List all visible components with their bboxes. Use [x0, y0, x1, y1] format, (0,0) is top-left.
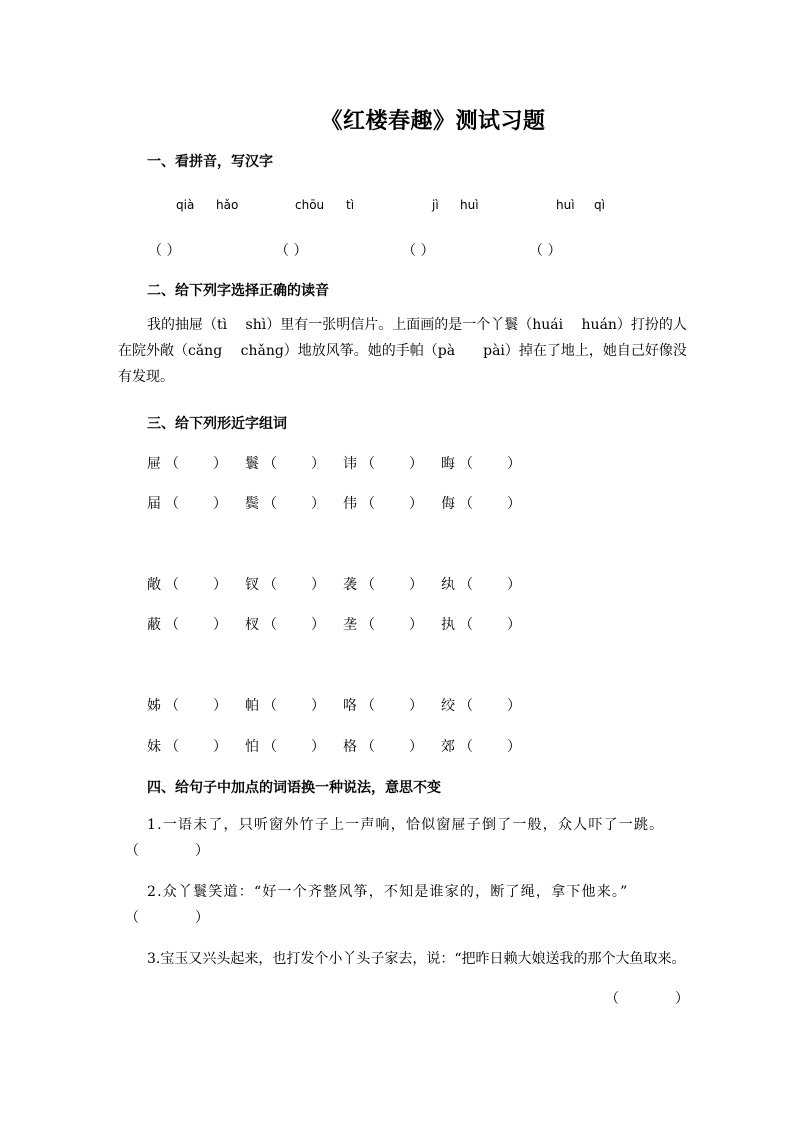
word-char: 杈	[245, 617, 259, 633]
sentence-2-blank[interactable]: （ ）	[125, 910, 209, 926]
pinyin-3a: jì	[432, 198, 439, 212]
word-char: 执	[441, 617, 455, 633]
word-cell	[245, 736, 327, 756]
word-blank[interactable]: （ ）	[165, 577, 229, 593]
word-char: 绞	[441, 698, 455, 714]
word-cell	[147, 493, 229, 513]
word-blank[interactable]: （ ）	[459, 617, 523, 633]
sentence-1-blank[interactable]: （ ）	[125, 843, 209, 859]
word-cell	[441, 493, 523, 513]
word-cell	[441, 736, 523, 756]
word-blank[interactable]: （ ）	[165, 617, 229, 633]
word-cell	[343, 695, 425, 715]
answer-blank-3[interactable]: （ ）	[402, 243, 435, 259]
word-cell	[147, 695, 229, 715]
word-char: 讳	[343, 456, 357, 472]
word-cell	[147, 453, 229, 473]
word-cell	[147, 574, 229, 594]
answer-blank-2[interactable]: （ ）	[275, 243, 308, 259]
word-char: 妹	[147, 739, 161, 755]
word-blank[interactable]: （ ）	[165, 496, 229, 512]
word-cell	[245, 453, 327, 473]
word-char: 鬓	[245, 496, 259, 512]
section2-paragraph: 我的抽屉（tì shì）里有一张明信片。上面画的是一个丫鬟（huái huán）打扮的人在院外敞（cǎng chǎng）地放风筝。她的手帕（pà pài）掉在了地上，她自己好像没有发现。	[118, 317, 687, 385]
word-cell	[441, 614, 523, 634]
word-blank[interactable]: （ ）	[263, 739, 327, 755]
word-cell	[343, 493, 425, 513]
word-blank[interactable]: （ ）	[459, 698, 523, 714]
word-cell	[343, 453, 425, 473]
word-cell	[343, 574, 425, 594]
word-cell	[441, 453, 523, 473]
word-blank[interactable]: （ ）	[165, 456, 229, 472]
word-blank[interactable]: （ ）	[263, 577, 327, 593]
word-blank[interactable]: （ ）	[263, 698, 327, 714]
page-title: 《红楼春趣》测试习题	[320, 108, 546, 134]
word-char: 蔽	[147, 617, 161, 633]
pinyin-1a: qià	[176, 198, 195, 212]
word-blank[interactable]: （ ）	[361, 739, 425, 755]
word-blank[interactable]: （ ）	[459, 739, 523, 755]
word-cell	[147, 736, 229, 756]
word-char: 鬟	[245, 456, 259, 472]
word-char: 怕	[245, 739, 259, 755]
word-cell	[245, 493, 327, 513]
section1-heading: 一、看拼音，写汉字	[147, 154, 273, 170]
word-char: 届	[147, 496, 161, 512]
word-blank[interactable]: （ ）	[459, 577, 523, 593]
word-char: 侮	[441, 496, 455, 512]
word-cell	[245, 695, 327, 715]
word-blank[interactable]: （ ）	[263, 456, 327, 472]
word-cell	[343, 614, 425, 634]
word-cell	[245, 574, 327, 594]
word-char: 垄	[343, 617, 357, 633]
word-char: 姊	[147, 698, 161, 714]
word-cell	[441, 695, 523, 715]
word-cell	[343, 736, 425, 756]
word-char: 伟	[343, 496, 357, 512]
word-char: 屉	[147, 456, 161, 472]
word-blank[interactable]: （ ）	[459, 456, 523, 472]
word-char: 帕	[245, 698, 259, 714]
word-char: 敞	[147, 577, 161, 593]
word-char: 郊	[441, 739, 455, 755]
word-char: 纨	[441, 577, 455, 593]
sentence-3-blank[interactable]: （ ）	[605, 991, 689, 1007]
word-cell	[245, 614, 327, 634]
word-cell	[147, 614, 229, 634]
sentence-3: 3.宝玉又兴头起来，也打发个小丫头子家去，说：“把昨日赖大娘送我的那个大鱼取来。	[147, 951, 686, 967]
pinyin-2a: chōu	[295, 198, 325, 212]
word-blank[interactable]: （ ）	[263, 496, 327, 512]
word-cell	[441, 574, 523, 594]
pinyin-2b: tì	[346, 198, 355, 212]
pinyin-3b: huì	[460, 198, 479, 212]
word-blank[interactable]: （ ）	[361, 496, 425, 512]
word-blank[interactable]: （ ）	[361, 577, 425, 593]
word-char: 袭	[343, 577, 357, 593]
answer-blank-1[interactable]: （ ）	[148, 243, 181, 259]
word-blank[interactable]: （ ）	[361, 698, 425, 714]
sentence-2: 2.众丫鬟笑道：“好一个齐整风筝，不知是谁家的，断了绳，拿下他来。”	[147, 884, 629, 900]
section3-heading: 三、给下列形近字组词	[147, 416, 287, 432]
pinyin-4a: huì	[556, 198, 575, 212]
answer-blank-4[interactable]: （ ）	[529, 243, 562, 259]
section4-heading: 四、给句子中加点的词语换一种说法，意思不变	[147, 780, 441, 796]
word-char: 咯	[343, 698, 357, 714]
word-blank[interactable]: （ ）	[361, 456, 425, 472]
pinyin-4b: qì	[594, 198, 605, 212]
section2-heading: 二、给下列字选择正确的读音	[147, 283, 329, 299]
word-blank[interactable]: （ ）	[361, 617, 425, 633]
pinyin-1b: hǎo	[216, 198, 239, 212]
word-blank[interactable]: （ ）	[165, 739, 229, 755]
word-blank[interactable]: （ ）	[263, 617, 327, 633]
word-char: 钗	[245, 577, 259, 593]
word-blank[interactable]: （ ）	[459, 496, 523, 512]
sentence-1: 1.一语未了，只听窗外竹子上一声响，恰似窗屉子倒了一般，众人吓了一跳。	[147, 817, 665, 833]
word-char: 格	[343, 739, 357, 755]
word-char: 晦	[441, 456, 455, 472]
word-blank[interactable]: （ ）	[165, 698, 229, 714]
